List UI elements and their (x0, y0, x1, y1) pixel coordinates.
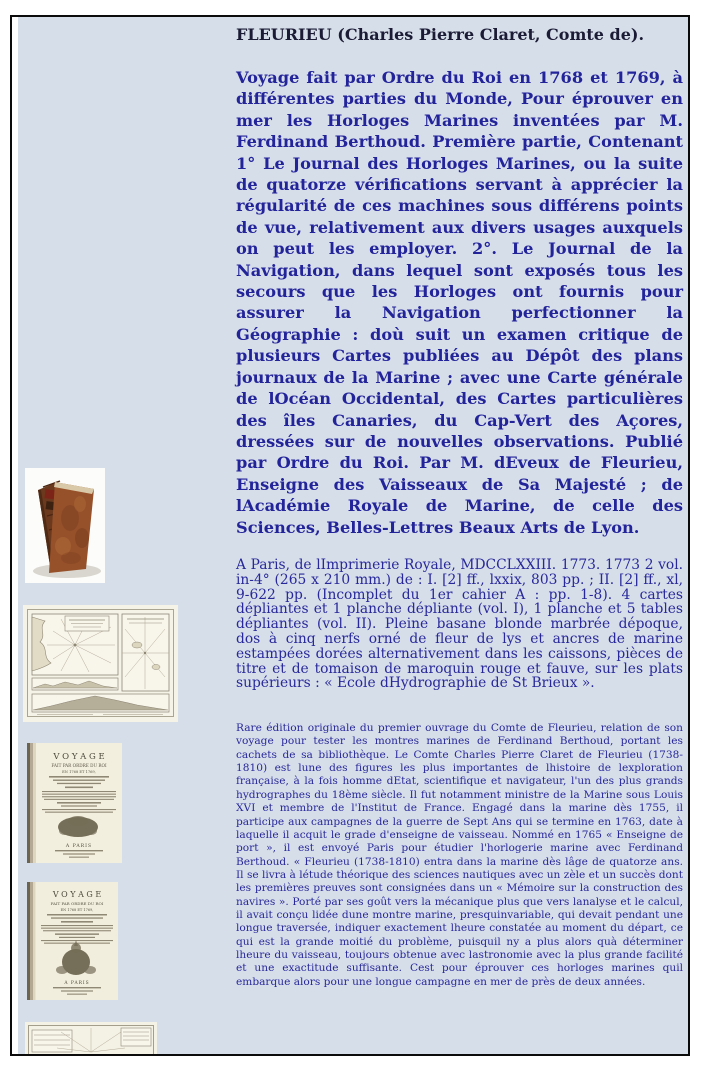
voyage-subtitle-text: FAIT PAR ORDRE DU ROI (50, 901, 104, 906)
note-text: Rare édition originale du premier ouvrage du Comte de Fleurieu, relation de son voyage pour tester les montres marines de Ferdinand Berthoud, portant les cachets de sa bibliothèque. Le Comte Charles Pierre Claret de Fleurieu (1738-1810) est lune des figures les plus importantes de lhistoire de lexploration française, à la fois homme dEtat, scientifique et navigateur, l'un des plus grands hydrographes du 18ème siècle. Il fut notamment ministre de la Marine sous Louis XVI et membre de l'Institut de France. Engagé dans la marine dès 1755, il participe aux campagnes de la guerre de Sept Ans qui se termine en 1763, date à laquelle il acquit le grade d'enseigne de vaisseau. Nommé en 1765 « Enseigne de port », il est envoyé Paris pour étudier l'horlogerie marine avec Ferdinand Berthoud. « Fleurieu (1738-1810) entra dans la marine dès lâge de quatorze ans. Il se livra à létude théorique des sciences nautiques avec un zèle et un succès dont les premières preuves sont consignées dans un « Mémoire sur la construction des navires ». Porté par ses goût vers la mécanique plus que vers lanalyse et le calcul, il avait conçu lidée dune montre marine, presquinvariable, qui devait pendant une longue traversée, indiquer exactement lheure constatée au moment du départ, ce qui est la grande moitié du problème, puisquil ny a plus alors quà déterminer lheure du vaisseau, toujours obtenue avec lastronomie avec la plus grande facilité et une exactitude suffisante. (236, 722, 683, 975)
folding-plate-strip-image (25, 1022, 157, 1056)
title-paragraph: Voyage fait par Ordre du Roi en 1768 et 1769, à différentes parties du Monde, Pour éprouver en mer les Horloges Marines inventées par M. Ferdinand Berthoud. Première partie, Contenant 1° Le Journal des Horloges Marines, ou la suite de quatorze vérifications servant à apprécier la régularité de ces machines sous différens points de vue, relativement aux divers usages auxquels on peut les employer. 2°. Le Journal de la Navigation, dans lequel sont exposés tous les secours que les Horloges ont fournis pour assurer la Navigation perfectionner la Géographie : doù suit un examen critique de plusieurs Cartes publiées au Dépôt des plans journaux de la Marine ; avec une Carte générale de lOcéan Occidental, des Cartes particulières des îles Canaries, du Cap-Vert des Açores, dressées sur de nouvelles observations. Publié par Ordre du Roi. Par M. dEveux de Fleurieu, Enseigne des Vaisseaux de Sa Majesté ; de lAcadémie Royale de Marine, de celle des Sciences, Belles-Lettres Beaux Arts de Lyon. (236, 68, 683, 537)
title-page-vol2 (27, 882, 118, 1000)
a-paris-text: A PARIS (65, 844, 93, 849)
binding-photo (25, 468, 105, 583)
folding-plate-strip (25, 1022, 157, 1056)
note-paragraph (236, 722, 683, 989)
a-paris-text: A PARIS (64, 981, 90, 986)
author-heading: FLEURIEU (Charles Pierre Claret, Comte de). (236, 25, 645, 44)
title-page-vol1-image (27, 743, 122, 863)
chart-plate-image (23, 605, 178, 722)
voyage-title-text: V O Y A G E (53, 752, 105, 762)
voyage-date-text: EN 1768 ET 1769, (60, 908, 94, 912)
title-page-vol2-image (27, 882, 118, 1000)
note-clipped-line: Cest pour éprouver ces horloges marines quil embarque alors pour une longue campagne en mer de près de deux années. (236, 962, 683, 988)
voyage-subtitle-text: FAIT PAR ORDRE DU ROI (51, 763, 107, 768)
page-content (12, 17, 688, 1054)
title-page-vol1 (27, 743, 122, 863)
binding-photo-image (25, 468, 105, 583)
voyage-title-text: V O Y A G E (52, 890, 102, 899)
chart-plate-thumbnail (23, 605, 178, 722)
page-frame (10, 15, 690, 1056)
collation-paragraph: A Paris, de lImprimerie Royale, MDCCLXXIII. 1773. 1773 2 vol. in-4° (265 x 210 mm.) de : I. [2] ff., lxxix, 803 pp. ; II. [2] ff., xl, 9-622 pp. (Incomplet du 1er cahier A : pp. 1-8). 4 cartes dépliantes et 1 planche dépliante (vol. I), 1 planche et 5 tables dépliantes (vol. II). Pleine basane blonde marbrée dépoque, dos à cinq nerfs orné de fleur de lys et ancres de marine estampées dorées alternativement dans les caissons, pièces de titre et de tomaison de maroquin rouge et fauve, sur les plats supérieurs : « Ecole dHydrographie de St Brieux ». (236, 556, 683, 692)
voyage-date-text: EN 1768 ET 1769, (62, 770, 96, 774)
entry-text-column (236, 17, 683, 989)
